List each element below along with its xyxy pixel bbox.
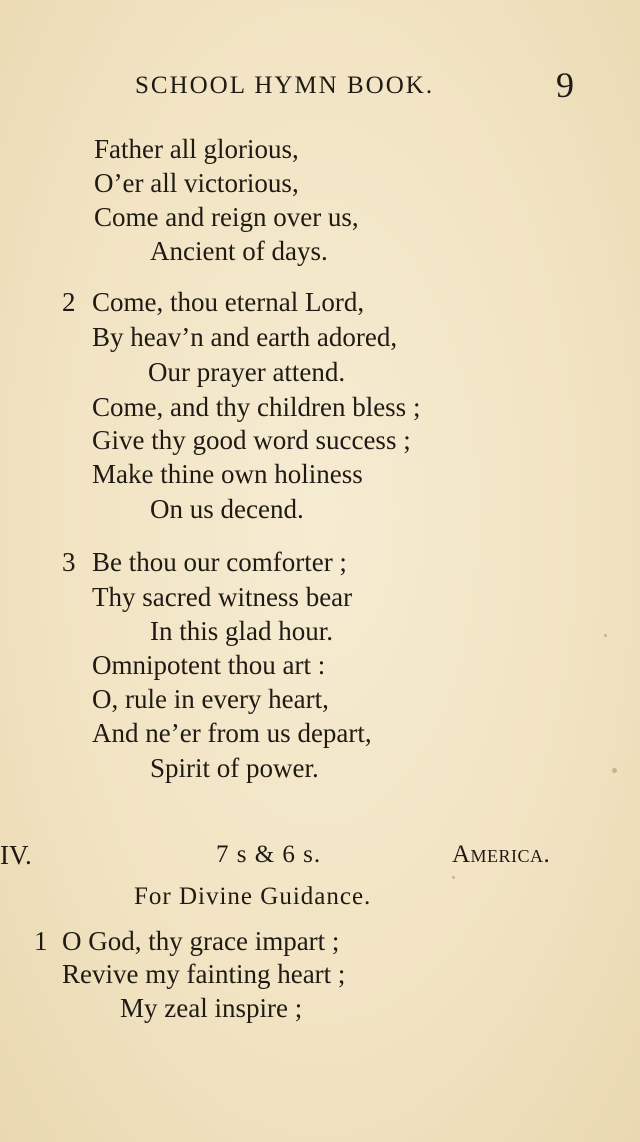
verse-line: O, rule in every heart, — [92, 684, 329, 714]
stanza-number: 3 — [62, 547, 76, 577]
verse-line: O God, thy grace impart ; — [62, 926, 340, 956]
hymn-subtitle: For Divine Guidance. — [134, 883, 372, 910]
hymn-number: IV. — [0, 840, 32, 870]
hymn-heading — [0, 838, 640, 874]
verse-line: Father all glorious, — [94, 134, 299, 164]
paper-speck — [604, 634, 607, 637]
stanza-number: 2 — [62, 287, 76, 317]
running-title: SCHOOL HYMN BOOK. — [135, 72, 435, 99]
verse-line: Our prayer attend. — [148, 357, 346, 387]
verse-line: By heav’n and earth adored, — [92, 322, 398, 352]
paper-speck — [612, 768, 617, 773]
verse-line: Revive my fainting heart ; — [62, 959, 346, 989]
page-number: 9 — [556, 65, 574, 105]
stanza-number: 1 — [34, 926, 48, 956]
verse-line: Thy sacred witness bear — [92, 582, 353, 612]
verse-line: On us decend. — [150, 494, 304, 524]
verse-line: Spirit of power. — [150, 753, 319, 783]
verse-line: My zeal inspire ; — [120, 993, 303, 1023]
verse-line: Come and reign over us, — [94, 202, 359, 232]
page-header — [0, 64, 640, 104]
verse-line: Make thine own holiness — [92, 459, 363, 489]
verse-line: Give thy good word success ; — [92, 425, 411, 455]
hymn-meter: 7 s & 6 s. — [216, 841, 322, 868]
verse-line: Omnipotent thou art : — [92, 650, 326, 680]
verse-line: Be thou our comforter ; — [92, 547, 347, 577]
verse-line: And ne’er from us depart, — [92, 718, 372, 748]
hymn-tune: America. — [452, 841, 551, 868]
paper-speck — [452, 876, 455, 879]
verse-line: In this glad hour. — [150, 616, 333, 646]
verse-line: Ancient of days. — [150, 236, 328, 266]
verse-line: O’er all victorious, — [94, 168, 299, 198]
verse-line: Come, and thy children bless ; — [92, 392, 421, 422]
verse-line: Come, thou eternal Lord, — [92, 287, 365, 317]
